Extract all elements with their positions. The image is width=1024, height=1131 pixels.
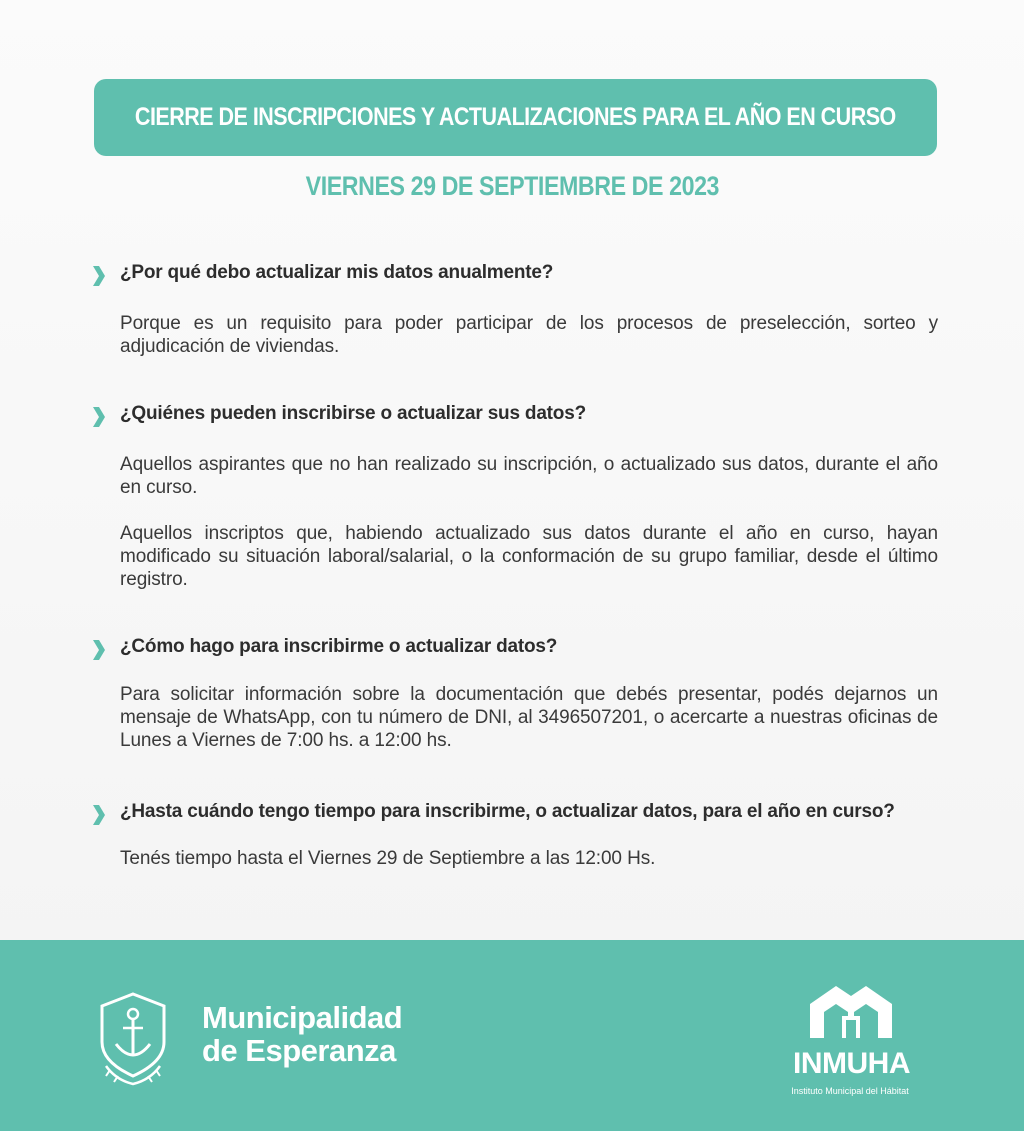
- faq-item: [0, 403, 1024, 590]
- faq-question-row: [0, 801, 1024, 831]
- inmuha-name: INMUHA: [793, 1047, 910, 1080]
- header-banner: [94, 79, 937, 156]
- faq-question-row: [0, 403, 1024, 433]
- chevron-right-icon: [93, 640, 105, 660]
- footer: [0, 940, 1024, 1131]
- faq-answer: Para solicitar información sobre la documentación que debés presentar, podés dejarnos un mensaje de WhatsApp, con tu número de DNI, al 3496507201, o acercarte a nuestras oficinas de Lunes a Viernes de 7:00 hs. a 12:00 hs.: [120, 684, 938, 751]
- municipality-line-1: Municipalidad: [202, 1000, 403, 1035]
- faq-item: [0, 636, 1024, 751]
- faq-answer: Aquellos inscriptos que, habiendo actualizado sus datos durante el año en curso, hayan modificado su situación laboral/salarial, o la conformación de su grupo familiar, desde el último registro.: [120, 523, 938, 590]
- inmuha-subtitle: Instituto Municipal del Hábitat: [791, 1086, 909, 1096]
- faq-question: ¿Hasta cuándo tengo tiempo para inscribirme, o actualizar datos, para el año en curso?: [120, 801, 895, 822]
- municipality-line-2: de Esperanza: [202, 1033, 396, 1068]
- faq-answer: Tenés tiempo hasta el Viernes 29 de Septiembre a las 12:00 Hs.: [120, 848, 656, 869]
- chevron-right-icon: [93, 266, 105, 286]
- faq-question: ¿Quiénes pueden inscribirse o actualizar sus datos?: [120, 403, 586, 424]
- faq-answer: Porque es un requisito para poder participar de los procesos de preselección, sorteo y adjudicación de viviendas.: [120, 313, 938, 357]
- faq-question-row: [0, 262, 1024, 292]
- closing-date-text: VIERNES 29 DE SEPTIEMBRE DE 2023: [305, 171, 719, 201]
- chevron-right-icon: [93, 407, 105, 427]
- municipal-emblem-icon: [96, 990, 170, 1086]
- house-logo-icon: [806, 982, 896, 1040]
- faq-question: ¿Cómo hago para inscribirme o actualizar datos?: [120, 636, 558, 657]
- banner-title: CIERRE DE INSCRIPCIONES Y ACTUALIZACIONES PARA EL AÑO EN CURSO: [135, 103, 896, 131]
- faq-item: [0, 262, 1024, 357]
- municipality-name: [202, 1001, 402, 1067]
- faq-question-row: [0, 636, 1024, 666]
- faq-item: [0, 801, 1024, 869]
- closing-date: [0, 171, 1024, 202]
- faq-answer: Aquellos aspirantes que no han realizado su inscripción, o actualizado sus datos, durante el año en curso.: [120, 454, 938, 498]
- chevron-right-icon: [93, 805, 105, 825]
- faq-question: ¿Por qué debo actualizar mis datos anualmente?: [120, 262, 554, 283]
